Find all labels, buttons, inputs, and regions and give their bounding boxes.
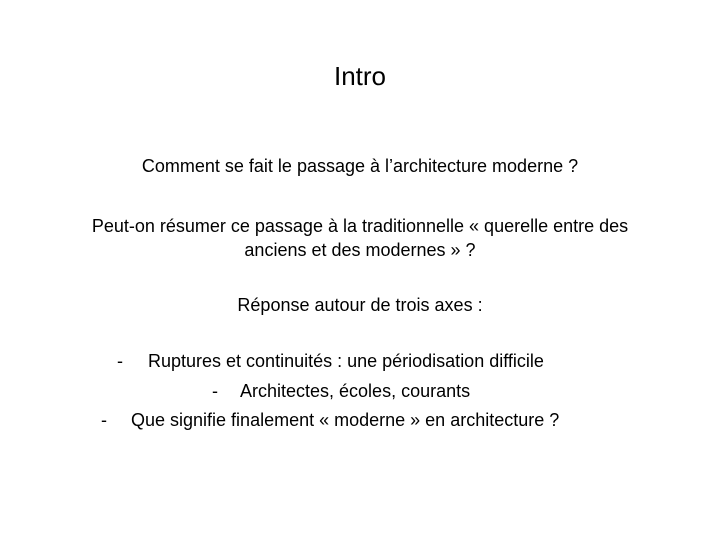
axis-1-text: Ruptures et continuités : une périodisation difficile	[148, 351, 544, 371]
axis-3-dash: -	[101, 410, 107, 430]
slide-title: Intro	[333, 61, 387, 91]
axis-2-dash: -	[212, 381, 218, 401]
question-1: Comment se fait le passage à l’architecture moderne ?	[141, 156, 579, 176]
axis-1-dash: -	[117, 351, 123, 371]
question-2-line-2: anciens et des modernes » ?	[244, 240, 476, 260]
axis-3-text: Que signifie finalement « moderne » en architecture ?	[131, 410, 560, 430]
axis-2-text: Architectes, écoles, courants	[240, 381, 471, 401]
answer-intro: Réponse autour de trois axes :	[237, 295, 483, 315]
question-2-line-1: Peut-on résumer ce passage à la traditionnelle « querelle entre des	[91, 216, 629, 236]
